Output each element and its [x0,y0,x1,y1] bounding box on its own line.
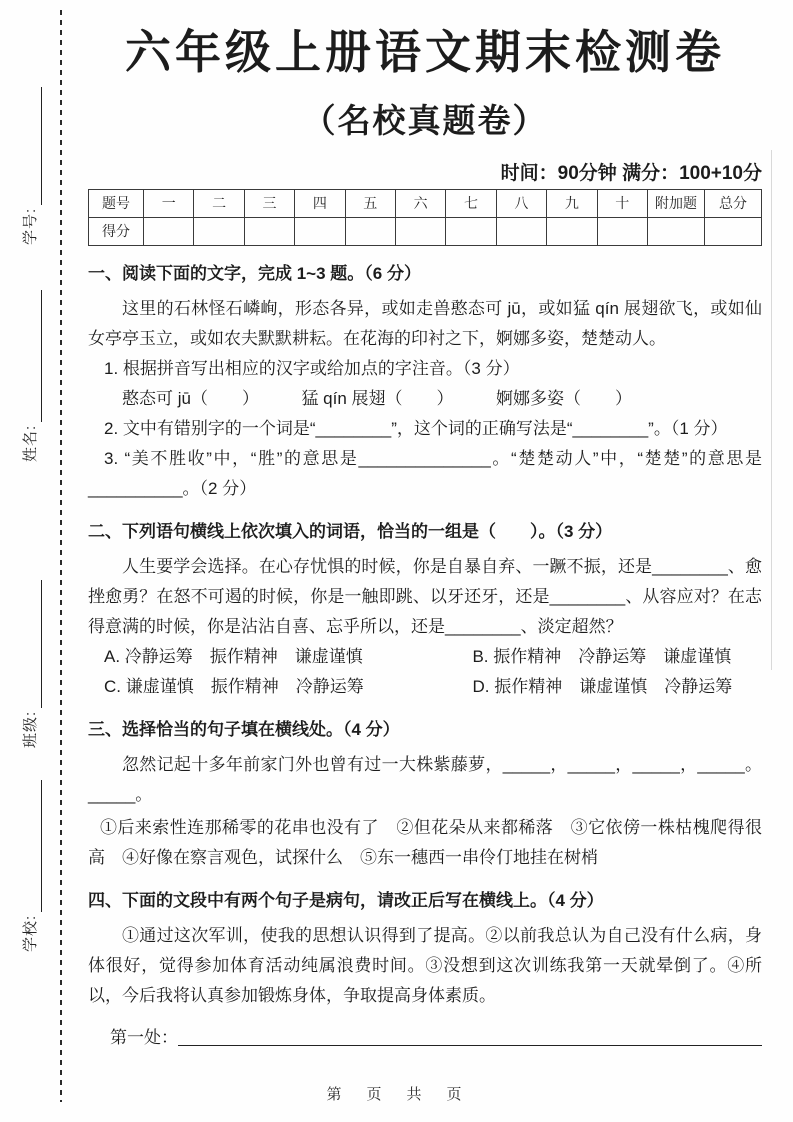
student-name-label: 姓名: [22,424,39,462]
answer-write-line [178,1023,762,1046]
column-header-2: 二 [194,189,244,217]
section-2-options-row-1 [104,642,762,672]
student-id-write-line [19,87,42,205]
exam-title: 六年级上册语文期末检测卷 [125,26,725,78]
score-cell [244,217,294,245]
section-2-options-row-2 [104,672,762,702]
student-class-label: 班级: [22,710,39,748]
student-school-field [20,780,42,952]
student-id-field [20,87,42,245]
question-3: 3. “美不胜收”中，“胜”的意思是______________。“楚楚动人”中，“楚楚”的意思是__________。（2 分） [88,448,762,498]
question-1-items: 憨态可 jū（ ） 猛 qín 展翅（ ） 婀娜多姿（ ） [122,388,633,408]
section-3-passage: 忽然记起十多年前家门外也曾有过一大株紫藤萝，_____，_____，_____，_____。_____。 [88,754,762,804]
score-cell [395,217,445,245]
score-cell [194,217,244,245]
student-name-field [20,290,42,462]
column-header-7: 七 [446,189,496,217]
column-header-5: 五 [345,189,395,217]
column-header-4: 四 [295,189,345,217]
column-header-10: 十 [597,189,647,217]
section-4-heading: 四、下面的文段中有两个句子是病句，请改正后写在横线上。（4 分） [88,890,604,910]
column-header-question-no: 题号 [89,189,144,217]
option-c: C. 谦虚谨慎 振作精神 冷静运筹 [104,676,364,696]
page-right-edge [771,150,772,670]
section-1 [88,259,762,504]
section-4 [88,886,762,1053]
student-class-write-line [19,580,42,708]
section-2-heading: 二、下列语句横线上依次填入的词语，恰当的一组是（ ）。（3 分） [88,521,613,541]
answer-label: 第一处： [110,1027,178,1047]
score-row-label: 得分 [89,217,144,245]
question-1: 1. 根据拼音写出相应的汉字或给加点的字注音。（3 分） [104,358,520,378]
column-header-3: 三 [244,189,294,217]
score-cell [705,217,762,245]
section-1-passage: 这里的石林怪石嶙峋，形态各异，或如走兽憨态可 jū，或如猛 qín 展翅欲飞，或如仙女亭亭玉立，或如农夫默默耕耘。在花海的印衬之下，婀娜多姿，楚楚动人。 [88,298,762,348]
column-header-6: 六 [395,189,445,217]
question-2: 2. 文中有错别字的一个词是“________”，这个词的正确写法是“________”。（1 分） [104,418,728,438]
time-score-info: 时间：90分钟 满分：100+10分 [500,162,762,184]
cut-dashed-line [60,10,62,1102]
column-header-bonus: 附加题 [648,189,705,217]
option-a: A. 冷静运筹 振作精神 谦虚谨慎 [104,646,363,666]
score-cell [547,217,597,245]
score-cell [446,217,496,245]
section-3-options: ①后来索性连那稀零的花串也没有了 ②但花朵从来都稀落 ③它依傍一株枯槐爬得很高 ④好像在察言观色，试探什么 ⑤东一穗西一串伶仃地挂在树梢 [88,817,762,867]
option-b: B. 振作精神 冷静运筹 谦虚谨慎 [472,646,732,666]
student-school-write-line [19,780,42,912]
section-3-heading: 三、选择恰当的句子填在横线处。（4 分） [88,719,400,739]
score-row [89,217,762,245]
section-1-heading: 一、阅读下面的文字，完成 1~3 题。（6 分） [88,263,421,283]
section-2-passage: 人生要学会选择。在心存忧惧的时候，你是自暴自弃、一蹶不振，还是________、愈挫愈勇？在怒不可遏的时候，你是一触即跳、以牙还牙，还是________、从容应对？在志得意满的时候，你是沾沾自喜、忘乎所以，还是________、淡定超然？ [88,556,762,636]
column-header-8: 八 [496,189,546,217]
exam-subtitle: （名校真题卷） [302,101,548,139]
section-2 [88,517,762,702]
score-cell [144,217,194,245]
score-table-header-row [89,189,762,217]
score-cell [597,217,647,245]
option-d: D. 振作精神 谦虚谨慎 冷静运筹 [472,676,733,696]
score-cell [496,217,546,245]
main-content [88,26,762,1053]
column-header-total: 总分 [705,189,762,217]
section-4-passage: ①通过这次军训，使我的思想认识得到了提高。②以前我总认为自己没有什么病，身体很好，觉得参加体育活动纯属浪费时间。③没想到这次训练我第一天就晕倒了。④所以，今后我将认真参加锻炼身体，争取提高身体素质。 [88,925,762,1005]
student-name-write-line [19,290,42,422]
exam-body [88,259,762,1053]
score-table [88,189,762,246]
column-header-1: 一 [144,189,194,217]
score-cell [648,217,705,245]
score-cell [295,217,345,245]
student-id-label: 学号: [22,207,39,245]
column-header-9: 九 [547,189,597,217]
student-school-label: 学校: [22,914,39,952]
score-cell [345,217,395,245]
page-footer: 第 页 共 页 [326,1086,467,1103]
section-3 [88,715,762,873]
student-class-field [20,580,42,748]
section-4-answer-row [110,1023,762,1053]
